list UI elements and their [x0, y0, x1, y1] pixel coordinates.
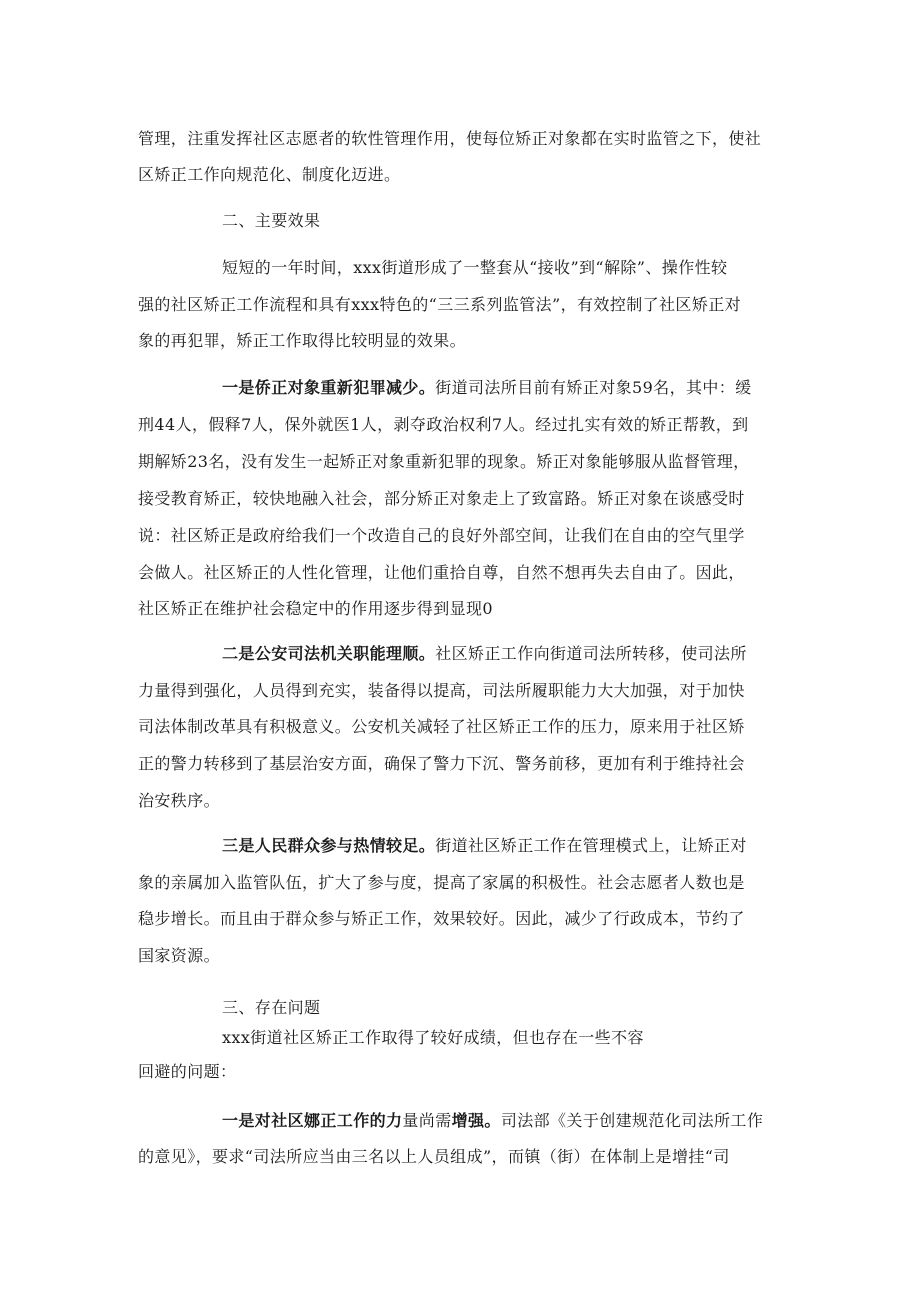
text-line: 社区矫正在维护社会稳定中的作用逐步得到显现0: [138, 599, 493, 618]
text-line: 象的亲属加入监管队伍，扩大了参与度，提高了家属的积极性。社会志愿者人数也是: [138, 873, 745, 892]
text-line: 说：社区矫正是政府给我们一个改造自己的良好外部空间，让我们在自由的空气里学: [138, 526, 745, 545]
paragraph-text: 街道社区矫正工作在管理模式上，让矫正对: [435, 836, 747, 855]
paragraph-text: 量尚需: [402, 1111, 452, 1130]
paragraph-text: 司法部《关于创建规范化司法所工作: [500, 1111, 764, 1130]
paragraph-lead: 增强。: [451, 1111, 501, 1130]
text-line: 区矫正工作向规范化、制度化迈进。: [138, 165, 401, 184]
text-line: 管理，注重发挥社区志愿者的软性管理作用，使每位矫正对象都在实时监管之下，使社: [138, 129, 762, 148]
paragraph-lead: 三是人民群众参与热情较足。: [222, 836, 436, 855]
text-line: 接受教育矫正，较快地融入社会，部分矫正对象走上了致富路。矫正对象在谈感受时: [138, 489, 745, 508]
text-line: 治安秩序。: [138, 791, 221, 810]
text-line: 会做人。社区矫正的人性化管理，让他们重拾自尊，自然不想再失去自由了。因此，: [138, 563, 745, 582]
text-line: 力量得到强化，人员得到充实，装备得以提高，司法所履职能力大大加强，对于加快: [138, 681, 745, 700]
paragraph-first-line: [222, 643, 872, 665]
text-line: 期解矫23名，没有发生一起矫正对象重新犯罪的现象。矫正对象能够服从监督管理，: [138, 452, 750, 471]
text-line: 强的社区矫正工作流程和具有xxx特色的“三三系列监管法”，有效控制了社区矫正对: [138, 295, 742, 314]
text-line: 国家资源。: [138, 946, 221, 965]
paragraph-text: 社区矫正工作向街道司法所转移，使司法所: [435, 644, 747, 663]
paragraph-lead: 二是公安司法机关职能理顺。: [222, 644, 436, 663]
text-line: 象的再犯罪，矫正工作取得比较明显的效果。: [138, 331, 467, 350]
paragraph-lead: 一是对社区娜正工作的力: [222, 1111, 403, 1130]
text-line: 的意见》，要求“司法所应当由三名以上人员组成”，而镇（街）在体制上是增挂“司: [138, 1147, 730, 1166]
text-line: 回避的问题：: [138, 1062, 237, 1081]
paragraph-text: 街道司法所目前有矫正对象59名，其中：缓: [435, 378, 752, 397]
text-line: 稳步增长。而且由于群众参与矫正工作，效果较好。因此，减少了行政成本，节约了: [138, 909, 745, 928]
section-heading-effects: 二、主要效果: [222, 211, 321, 230]
text-line: 正的警力转移到了基层治安方面，确保了警力下沉、警务前移，更加有利于维持社会: [138, 754, 745, 773]
paragraph-lead: 一是侨正对象重新犯罪减少。: [222, 378, 436, 397]
section-heading-problems: 三、存在问题: [222, 998, 321, 1017]
paragraph-first-line: [222, 835, 872, 857]
paragraph-first-line: [222, 377, 872, 399]
text-line: 短短的一年时间，xxx街道形成了一整套从“接收”到“解除”、操作性较: [222, 258, 728, 277]
text-line: xxx街道社区矫正工作取得了较好成绩，但也存在一些不容: [222, 1028, 644, 1047]
paragraph-first-line: [222, 1110, 872, 1132]
text-line: 刑44人，假释7人，保外就医1人，剥夺政治权利7人。经过扎实有效的矫正帮教，到: [138, 415, 749, 434]
text-line: 司法体制改革具有积极意义。公安机关减轻了社区矫正工作的压力，原来用于社区矫: [138, 717, 745, 736]
